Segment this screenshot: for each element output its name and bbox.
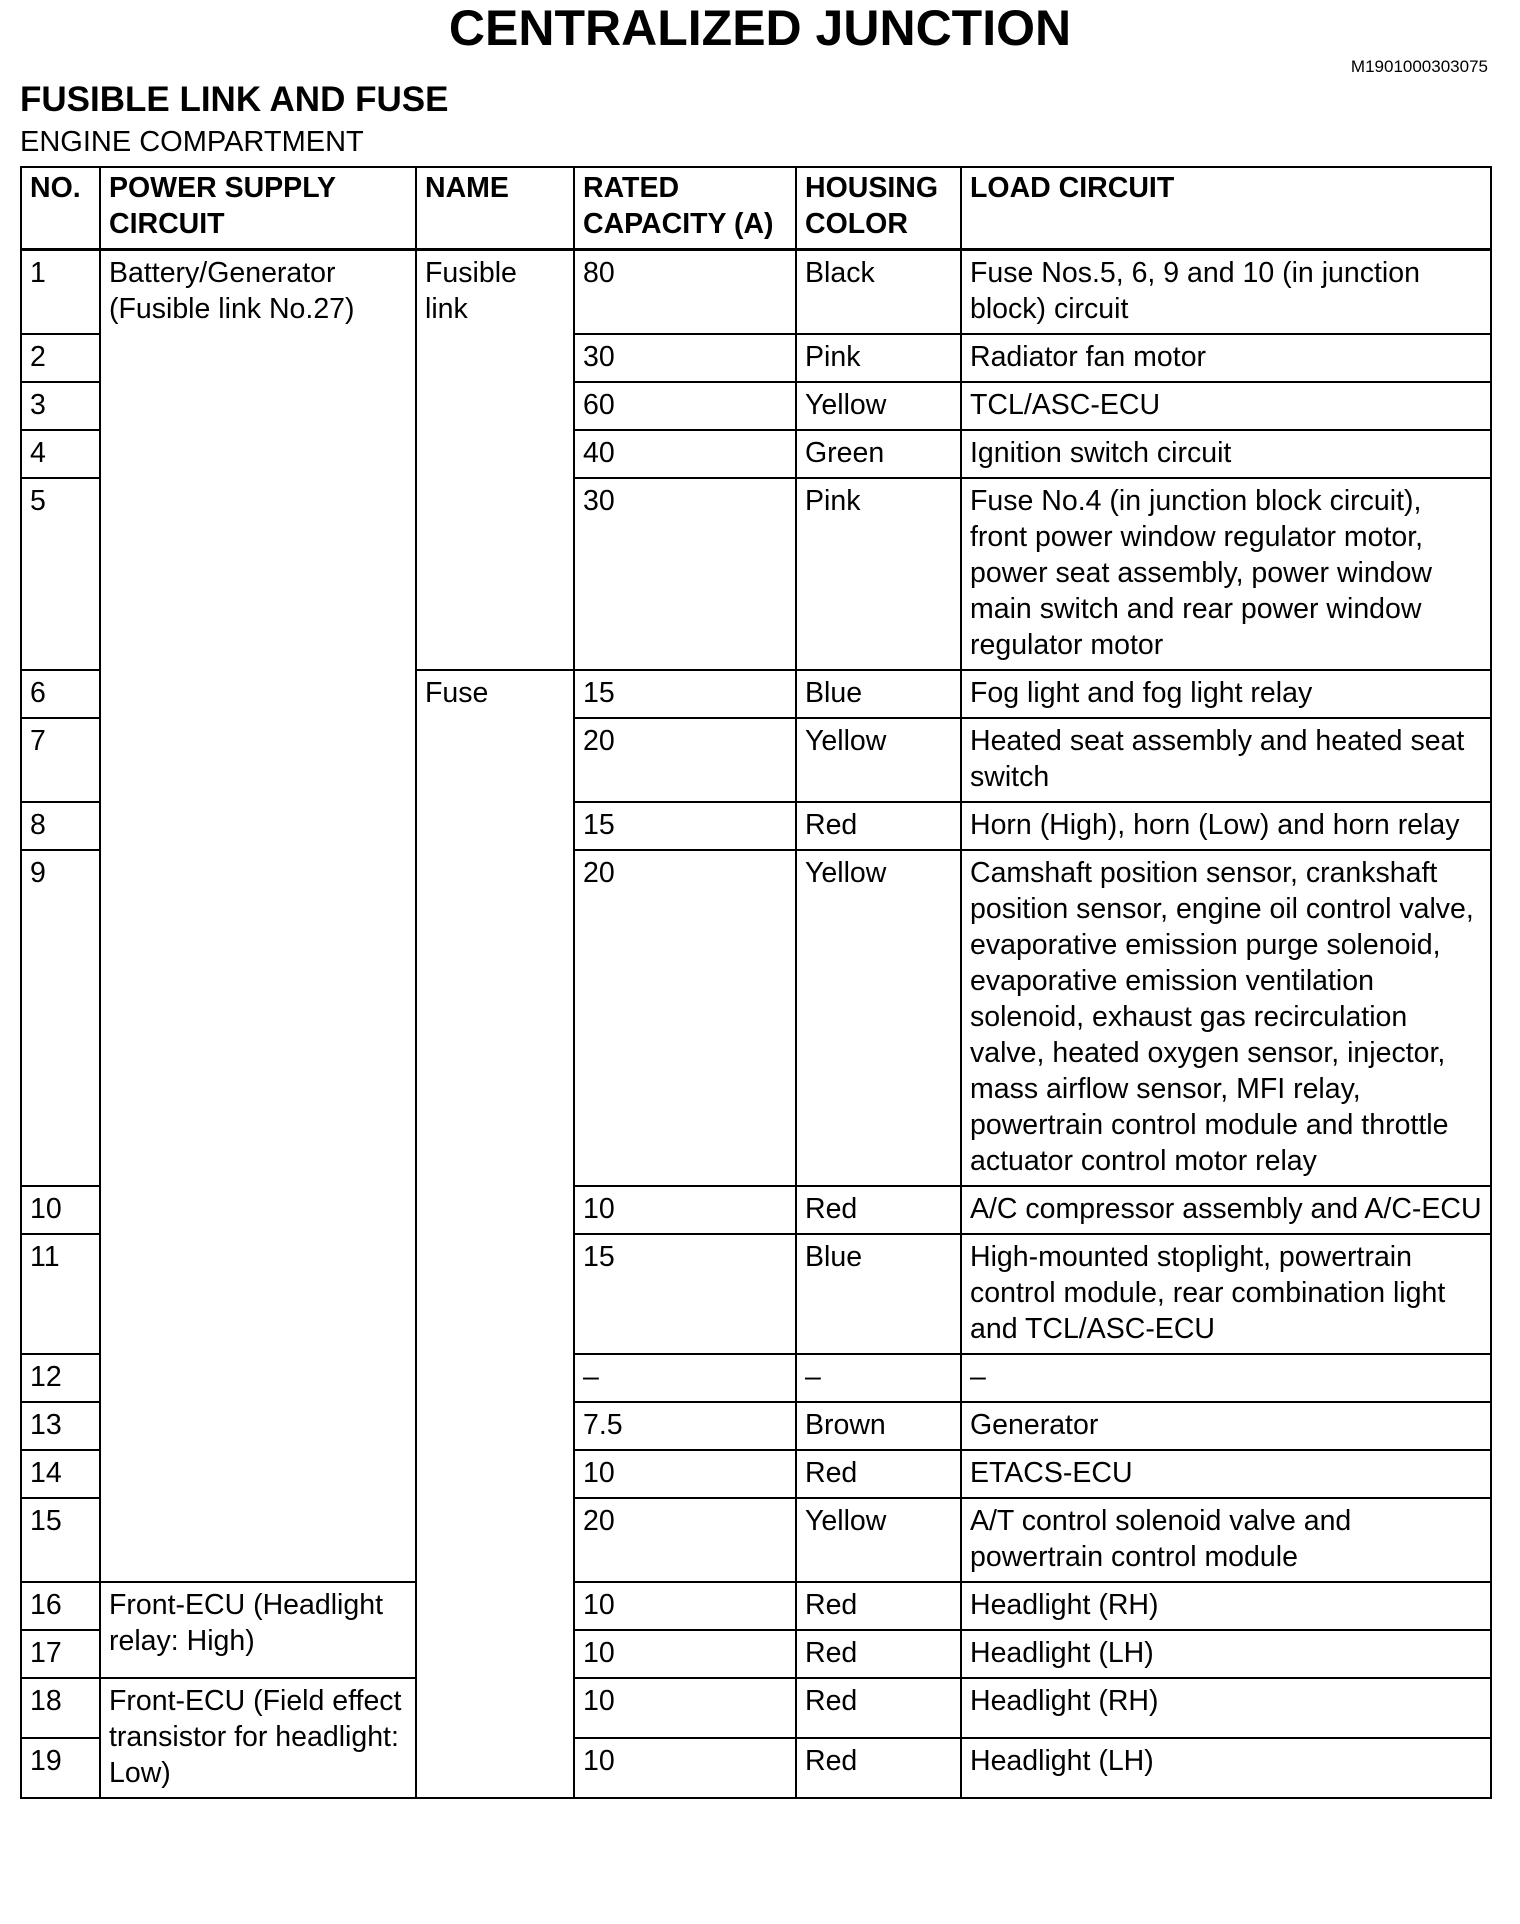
cell-housing-color: Blue [796, 670, 961, 718]
cell-no: 16 [21, 1582, 100, 1630]
subsection-heading: ENGINE COMPARTMENT [20, 126, 364, 158]
cell-load-circuit: A/C compressor assembly and A/C-ECU [961, 1186, 1491, 1234]
table-row [21, 1582, 1491, 1630]
cell-rated-capacity: 60 [574, 382, 796, 430]
cell-housing-color: Red [796, 1738, 961, 1798]
cell-name: Fuse [416, 670, 574, 1798]
cell-housing-color: Yellow [796, 718, 961, 802]
cell-rated-capacity: 15 [574, 670, 796, 718]
table-header-row [21, 167, 1491, 250]
cell-no: 8 [21, 802, 100, 850]
cell-rated-capacity: 15 [574, 802, 796, 850]
cell-rated-capacity: 10 [574, 1630, 796, 1678]
cell-rated-capacity: – [574, 1354, 796, 1402]
cell-load-circuit: Headlight (RH) [961, 1582, 1491, 1630]
cell-rated-capacity: 40 [574, 430, 796, 478]
table-row [21, 1678, 1491, 1738]
cell-power-supply-circuit: Front-ECU (Field effect transistor for headlight: Low) [100, 1678, 416, 1798]
cell-rated-capacity: 30 [574, 478, 796, 670]
header-rated-capacity: RATED CAPACITY (A) [574, 167, 796, 250]
cell-name: Fusible link [416, 250, 574, 671]
cell-no: 6 [21, 670, 100, 718]
header-housing-color: HOUSING COLOR [796, 167, 961, 250]
cell-load-circuit: Headlight (LH) [961, 1738, 1491, 1798]
cell-load-circuit: Fuse Nos.5, 6, 9 and 10 (in junction block) circuit [961, 250, 1491, 335]
cell-load-circuit: A/T control solenoid valve and powertrain control module [961, 1498, 1491, 1582]
cell-housing-color: Red [796, 802, 961, 850]
cell-load-circuit: Ignition switch circuit [961, 430, 1491, 478]
cell-no: 7 [21, 718, 100, 802]
cell-no: 4 [21, 430, 100, 478]
cell-no: 5 [21, 478, 100, 670]
cell-no: 19 [21, 1738, 100, 1798]
cell-rated-capacity: 15 [574, 1234, 796, 1354]
cell-load-circuit: Headlight (RH) [961, 1678, 1491, 1738]
cell-load-circuit: Horn (High), horn (Low) and horn relay [961, 802, 1491, 850]
cell-housing-color: Green [796, 430, 961, 478]
cell-rated-capacity: 7.5 [574, 1402, 796, 1450]
cell-housing-color: Pink [796, 478, 961, 670]
cell-rated-capacity: 10 [574, 1678, 796, 1738]
cell-rated-capacity: 20 [574, 718, 796, 802]
cell-housing-color: Yellow [796, 1498, 961, 1582]
cell-housing-color: Brown [796, 1402, 961, 1450]
cell-no: 17 [21, 1630, 100, 1678]
cell-housing-color: Yellow [796, 382, 961, 430]
section-heading: FUSIBLE LINK AND FUSE [20, 80, 449, 119]
cell-no: 1 [21, 250, 100, 335]
cell-rated-capacity: 20 [574, 1498, 796, 1582]
cell-no: 13 [21, 1402, 100, 1450]
table-row [21, 250, 1491, 335]
cell-no: 2 [21, 334, 100, 382]
cell-no: 11 [21, 1234, 100, 1354]
cell-housing-color: Blue [796, 1234, 961, 1354]
document-id: M1901000303075 [1350, 57, 1488, 76]
cell-no: 12 [21, 1354, 100, 1402]
cell-load-circuit: Generator [961, 1402, 1491, 1450]
cell-power-supply-circuit: Front-ECU (Headlight relay: High) [100, 1582, 416, 1678]
cell-rated-capacity: 10 [574, 1738, 796, 1798]
cell-housing-color: – [796, 1354, 961, 1402]
fuse-table [20, 166, 1492, 1799]
cell-power-supply-circuit: Battery/Generator (Fusible link No.27) [100, 250, 416, 1583]
cell-rated-capacity: 10 [574, 1186, 796, 1234]
cell-no: 18 [21, 1678, 100, 1738]
cell-load-circuit: Fog light and fog light relay [961, 670, 1491, 718]
cell-no: 14 [21, 1450, 100, 1498]
cell-load-circuit: Radiator fan motor [961, 334, 1491, 382]
cell-housing-color: Red [796, 1582, 961, 1630]
cell-rated-capacity: 30 [574, 334, 796, 382]
cell-housing-color: Red [796, 1186, 961, 1234]
header-name: NAME [416, 167, 574, 250]
cell-load-circuit: Heated seat assembly and heated seat switch [961, 718, 1491, 802]
cell-load-circuit: Fuse No.4 (in junction block circuit), front power window regulator motor, power seat assembly, power window main switch and rear power window regulator motor [961, 478, 1491, 670]
cell-no: 3 [21, 382, 100, 430]
header-load-circuit: LOAD CIRCUIT [961, 167, 1491, 250]
cell-load-circuit: ETACS-ECU [961, 1450, 1491, 1498]
cell-no: 9 [21, 850, 100, 1186]
cell-housing-color: Red [796, 1630, 961, 1678]
cell-load-circuit: Headlight (LH) [961, 1630, 1491, 1678]
header-no: NO. [21, 167, 100, 250]
cell-housing-color: Black [796, 250, 961, 335]
cell-load-circuit: High-mounted stoplight, powertrain control module, rear combination light and TCL/ASC-ECU [961, 1234, 1491, 1354]
cell-rated-capacity: 20 [574, 850, 796, 1186]
cell-load-circuit: Camshaft position sensor, crankshaft position sensor, engine oil control valve, evaporative emission purge solenoid, evaporative emission ventilation solenoid, exhaust gas recirculation valve, heated oxygen sensor, injector, mass airflow sensor, MFI relay, powertrain control module and throttle actuator control motor relay [961, 850, 1491, 1186]
header-power-supply-circuit: POWER SUPPLY CIRCUIT [100, 167, 416, 250]
cell-housing-color: Pink [796, 334, 961, 382]
page-title: CENTRALIZED JUNCTION [448, 0, 1072, 56]
cell-no: 10 [21, 1186, 100, 1234]
cell-housing-color: Yellow [796, 850, 961, 1186]
cell-load-circuit: – [961, 1354, 1491, 1402]
cell-housing-color: Red [796, 1678, 961, 1738]
cell-no: 15 [21, 1498, 100, 1582]
cell-rated-capacity: 10 [574, 1582, 796, 1630]
cell-rated-capacity: 80 [574, 250, 796, 335]
cell-rated-capacity: 10 [574, 1450, 796, 1498]
cell-load-circuit: TCL/ASC-ECU [961, 382, 1491, 430]
cell-housing-color: Red [796, 1450, 961, 1498]
